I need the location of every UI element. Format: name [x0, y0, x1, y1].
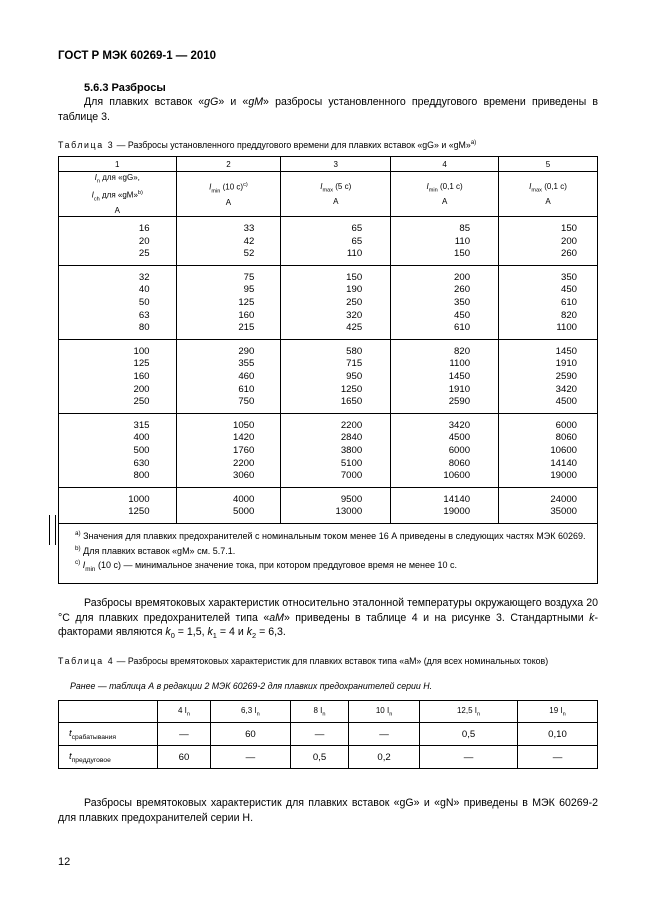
cell-value: 400 [133, 432, 150, 444]
cell-value: 1250 [128, 506, 150, 518]
table-cell [499, 487, 598, 523]
change-bar [49, 515, 56, 545]
cell-value: 315 [133, 419, 150, 431]
cell: 60 [210, 723, 290, 746]
cell: 0,5 [290, 746, 348, 769]
cell-value: 320 [346, 309, 363, 321]
cell-value: 1450 [555, 345, 577, 357]
table-cell [391, 217, 499, 266]
cell-value: 63 [138, 309, 150, 321]
cell-value: 215 [238, 322, 255, 334]
page-number: 12 [58, 856, 71, 868]
cell-value: 610 [238, 383, 255, 395]
cell-value: 290 [238, 345, 255, 357]
cell-value: 2200 [232, 457, 255, 469]
col1-header: $I_n$ для «gG», $I_{ch}$ для «gM»$^{b)}$ A [59, 172, 177, 217]
table4-header-row [59, 701, 598, 723]
header-cell: 12,5 $I_n$ [420, 701, 518, 723]
table-3 [58, 156, 598, 584]
col-number: 5 [499, 157, 598, 172]
cell-value: 2840 [340, 432, 363, 444]
table-cell [499, 339, 598, 413]
table-cell [499, 265, 598, 339]
table-cell [499, 413, 598, 487]
cell: — [290, 723, 348, 746]
cell-value: 7000 [340, 470, 363, 482]
cell-value: 820 [454, 345, 471, 357]
cell-value: 35000 [550, 506, 577, 518]
table3-caption: Таблица 3 — Разбросы установленного преддугового времени для плавких вставок «gG» и «gM»$^{a)}$ [58, 139, 477, 150]
cell-value: 40 [138, 284, 150, 296]
cell-value: 52 [243, 248, 255, 260]
table-cell [281, 339, 391, 413]
table-cell [176, 339, 281, 413]
cell-value: 4000 [232, 493, 255, 505]
table-row-group [59, 265, 598, 339]
table-cell [59, 265, 177, 339]
cell-value: 10600 [443, 470, 471, 482]
cell-value: 1650 [340, 396, 363, 408]
cell-value: 1450 [448, 370, 471, 382]
cell-value: 32 [138, 271, 150, 283]
intro-paragraph: Для плавких вставок «gG» и «gM» разбросы установленного преддугового времени приведены в таблице 3. [58, 96, 598, 123]
header-cell: 6,3 $I_n$ [210, 701, 290, 723]
cell-value: 9500 [340, 493, 363, 505]
table-row-group [59, 413, 598, 487]
table-cell [59, 217, 177, 266]
cell: 0,2 [349, 746, 420, 769]
cell-value: 4500 [555, 396, 577, 408]
table-cell [391, 265, 499, 339]
cell-value: 1100 [556, 322, 577, 334]
cell-value: 250 [346, 296, 363, 308]
cell-value: 3060 [232, 470, 255, 482]
section-title: 5.6.3 Разбросы [84, 82, 166, 94]
cell: — [420, 746, 518, 769]
col2-header: $I_{min}$ (10 c)$^{c)}$ A [176, 172, 281, 217]
cell-value: 24000 [550, 493, 577, 505]
cell-value: 425 [346, 322, 363, 334]
cell-value: 33 [243, 223, 255, 234]
cell: 0,10 [518, 723, 598, 746]
cell: — [518, 746, 598, 769]
cell-value: 200 [133, 383, 150, 395]
cell-value: 65 [351, 223, 363, 234]
cell-value: 580 [346, 345, 363, 357]
table-row-group [59, 339, 598, 413]
cell-value: 20 [138, 235, 150, 247]
cell-value: 150 [454, 248, 471, 260]
cell-value: 800 [133, 470, 150, 482]
cell: — [210, 746, 290, 769]
table-cell [59, 413, 177, 487]
cell-value: 6000 [448, 444, 471, 456]
cell-value: 125 [238, 296, 255, 308]
table-cell [391, 487, 499, 523]
cell-value: 950 [346, 370, 363, 382]
table-row [59, 723, 598, 746]
cell-value: 820 [560, 309, 577, 321]
table-cell [176, 487, 281, 523]
paragraph-3: Разбросы времятоковых характеристик для плавких вставок «gG» и «gN» приведены в МЭК 60269-2 для плавких предохранителей серии Н. [58, 797, 598, 824]
cell-value: 80 [138, 322, 150, 334]
table-cell [281, 217, 391, 266]
cell-value: 2590 [448, 396, 471, 408]
cell-value: 5100 [340, 457, 363, 469]
cell-value: 13000 [335, 506, 363, 518]
cell-value: 1250 [340, 383, 363, 395]
footnote-c: $^{c)}$ $I_{min}$ (10 с) — минимальное значение тока, при котором преддуговое время не менее 10 с. [75, 559, 458, 574]
cell-value: 14140 [550, 457, 577, 469]
cell-value: 355 [238, 358, 255, 370]
cell-value: 8060 [555, 432, 577, 444]
col-number: 2 [176, 157, 281, 172]
header-cell: 19 $I_n$ [518, 701, 598, 723]
cell-value: 160 [133, 370, 150, 382]
cell-value: 630 [133, 457, 150, 469]
table-cell [499, 217, 598, 266]
cell-value: 1050 [232, 419, 255, 431]
cell-value: 260 [454, 284, 471, 296]
col5-header: $I_{max}$ (0,1 c) A [499, 172, 598, 217]
cell-value: 3420 [555, 383, 577, 395]
cell-value: 350 [454, 296, 471, 308]
col-number: 3 [281, 157, 391, 172]
cell-value: 100 [133, 345, 150, 357]
cell-value: 610 [560, 296, 577, 308]
cell-value: 350 [560, 271, 577, 283]
cell-value: 150 [560, 223, 577, 234]
table-cell [281, 487, 391, 523]
cell-value: 95 [243, 284, 255, 296]
header-cell: 10 $I_n$ [349, 701, 420, 723]
table3-footnotes [59, 523, 598, 583]
header-cell: 8 $I_n$ [290, 701, 348, 723]
table-row [59, 746, 598, 769]
cell-value: 1910 [555, 358, 577, 370]
cell-value: 110 [346, 248, 363, 260]
cell: 0,5 [420, 723, 518, 746]
row-label: $t_{срабатывания}$ [59, 723, 158, 746]
units-row [59, 172, 598, 217]
cell-value: 1000 [128, 493, 150, 505]
cell-value: 125 [133, 358, 150, 370]
cell-value: 19000 [550, 470, 577, 482]
cell-value: 750 [238, 396, 255, 408]
row-label: $t_{преддуговое}$ [59, 746, 158, 769]
cell-value: 1760 [232, 444, 255, 456]
cell-value: 25 [138, 248, 150, 260]
table-cell [59, 487, 177, 523]
cell-value: 2590 [555, 370, 577, 382]
cell-value: 260 [560, 248, 577, 260]
cell-value: 50 [138, 296, 150, 308]
cell-value: 75 [243, 271, 255, 283]
footnote-b: $^{b)}$ Для плавких вставок «gM» см. 5.7.1. [75, 544, 236, 556]
cell-value: 150 [346, 271, 363, 283]
footnote-a: $^{a)}$ Значения для плавких предохранителей с номинальным током менее 16 А приведены в следующих частях МЭК 60269. [75, 529, 586, 541]
table-cell [176, 265, 281, 339]
cell-value: 42 [243, 235, 255, 247]
table-cell [281, 413, 391, 487]
cell-value: 1100 [449, 358, 471, 370]
table-cell [391, 339, 499, 413]
cell-value: 65 [351, 235, 363, 247]
col3-header: $I_{max}$ (5 c) A [281, 172, 391, 217]
cell: — [158, 723, 211, 746]
col-number: 4 [391, 157, 499, 172]
cell-value: 250 [133, 396, 150, 408]
cell-value: 16 [138, 223, 150, 234]
cell-value: 3420 [448, 419, 471, 431]
table-cell [59, 339, 177, 413]
table-row-group [59, 217, 598, 266]
table-cell [391, 413, 499, 487]
table-cell [176, 217, 281, 266]
cell: 60 [158, 746, 211, 769]
cell-value: 14140 [443, 493, 471, 505]
cell-value: 610 [454, 322, 471, 334]
cell-value: 200 [560, 235, 577, 247]
cell-value: 8060 [448, 457, 471, 469]
cell-value: 190 [346, 284, 363, 296]
cell-value: 450 [560, 284, 577, 296]
cell-value: 1420 [232, 432, 255, 444]
cell: — [349, 723, 420, 746]
table4-caption: Таблица 4 — Разбросы времятоковых характеристик для плавких вставок типа «aM» (для всех номинальных токов) [58, 656, 549, 666]
col-number: 1 [59, 157, 177, 172]
document-header: ГОСТ Р МЭК 60269-1 — 2010 [58, 50, 217, 62]
cell-value: 85 [459, 223, 471, 234]
table-cell [176, 413, 281, 487]
table-row-group [59, 487, 598, 523]
cell-value: 200 [454, 271, 471, 283]
table4-note: Ранее — таблица А в редакции 2 МЭК 60269-2 для плавких предохранителей серии Н. [70, 681, 433, 691]
table-cell [281, 265, 391, 339]
col4-header: $I_{min}$ (0,1 c) A [391, 172, 499, 217]
cell-value: 2200 [340, 419, 363, 431]
cell-value: 450 [454, 309, 471, 321]
cell-value: 460 [238, 370, 255, 382]
cell-value: 10600 [550, 444, 577, 456]
cell-value: 500 [133, 444, 150, 456]
cell-value: 110 [454, 235, 471, 247]
column-numbers-row [59, 157, 598, 172]
cell-value: 3800 [340, 444, 363, 456]
cell-value: 715 [346, 358, 363, 370]
paragraph-2: Разбросы времятоковых характеристик относительно эталонной температуры окружающего воздуха 20 °С для плавких предохранителей типа «aM» приведены в таблице 4 и на рисунке 3. Стандартными k-факторами являются $k_0 = 1,5$, $k_1 = 4$ и $k_2 = 6,3$. [58, 597, 598, 641]
cell-value: 6000 [555, 419, 577, 431]
header-cell: 4 $I_n$ [158, 701, 211, 723]
cell-value: 1910 [448, 383, 471, 395]
cell-value: 160 [238, 309, 255, 321]
cell-value: 19000 [443, 506, 471, 518]
cell-value: 5000 [232, 506, 255, 518]
cell-value: 4500 [448, 432, 471, 444]
table-4 [58, 700, 598, 769]
